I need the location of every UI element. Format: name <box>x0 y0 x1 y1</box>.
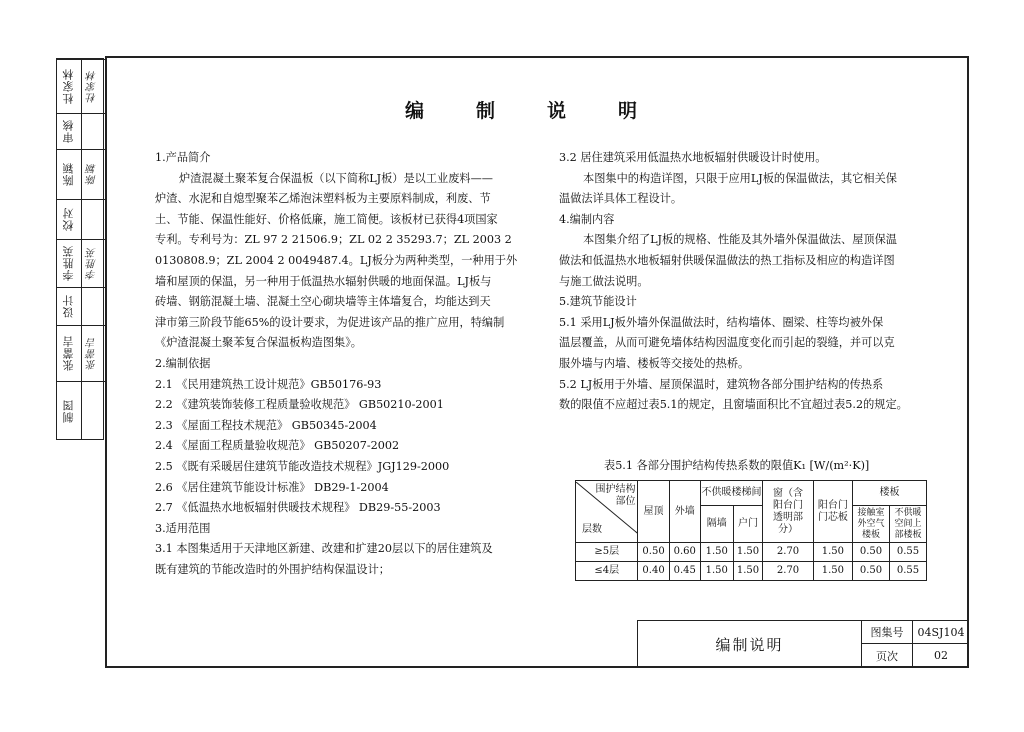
text-line: 5.1 采用LJ板外墙外保温做法时，结构墙体、圈梁、柱等均被外保 <box>559 315 884 329</box>
table-cell: 1.50 <box>733 543 763 562</box>
text-line: 专利。专利号为：ZL 97 2 21506.9；ZL 02 2 35293.7；ZL 2003 2 <box>155 233 512 247</box>
table-cell: 0.45 <box>669 562 700 581</box>
table-body <box>576 543 927 581</box>
text-line: 2.3 《屋面工程技术规范》 GB50345-2004 <box>155 418 377 432</box>
page-number: 02 <box>934 649 948 662</box>
row-label: ≤4层 <box>576 562 638 581</box>
sign-role-cell: 李胜英 <box>57 239 81 287</box>
sign-strip-roles <box>57 59 82 439</box>
header-roof: 屋顶 <box>638 481 669 543</box>
text-line: 2.4 《屋面工程质量验收规范》 GB50207-2002 <box>155 439 400 453</box>
text-line: 温层覆盖，从而可避免墙体结构因温度变化而引起的裂缝，并可以克 <box>559 336 895 350</box>
signature-cell: 李胜英 <box>81 239 105 287</box>
table-cell: 1.50 <box>813 543 852 562</box>
header-balcony-door: 阳台门 门芯板 <box>813 481 852 543</box>
text-line: 4.编制内容 <box>559 212 615 226</box>
table-row <box>576 543 927 562</box>
sign-role-cell: 杜家林 <box>57 59 81 113</box>
table-cell: 1.50 <box>813 562 852 581</box>
header-wall: 外墙 <box>669 481 700 543</box>
signature-cell: 杜家林 <box>81 59 105 113</box>
table-corner-cell <box>576 481 638 543</box>
text-line: 2.6 《居住建筑节能设计标准》 DB29-1-2004 <box>155 480 389 494</box>
sign-role-cell: 审核 <box>57 113 81 149</box>
text-line: 服外墙与内墙、楼板等交接处的热桥。 <box>559 356 750 370</box>
signature-cell: 陈颖 <box>81 149 105 199</box>
sign-role-cell: 设计 <box>57 287 81 325</box>
signature-cell <box>81 287 105 325</box>
signature-cell <box>81 199 105 239</box>
page-label: 页次 <box>862 644 913 667</box>
header-floor: 楼板 <box>852 481 926 506</box>
text-line: 做法和低温热水地板辐射供暖保温做法的热工指标及相应的构造详图 <box>559 253 895 267</box>
table-cell: 1.50 <box>700 562 733 581</box>
sign-role-cell: 制图 <box>57 381 81 441</box>
table-cell: 0.40 <box>638 562 669 581</box>
atlas-label: 图集号 <box>862 621 913 643</box>
text-line: 2.7 《低温热水地板辐射供暖技术规程》 DB29-55-2003 <box>155 501 441 515</box>
table-cell: 0.55 <box>889 562 926 581</box>
header-floor-outside: 接触室 外空气 楼板 <box>852 506 889 543</box>
table-cell: 0.50 <box>852 543 889 562</box>
header-door: 户门 <box>733 506 763 543</box>
sign-role-cell: 张蕾吉 <box>57 325 81 381</box>
page-number-row <box>862 644 969 667</box>
text-line: 5.建筑节能设计 <box>559 295 637 309</box>
header-window: 窗（含 阳台门 透明部 分） <box>763 481 814 543</box>
right-text-column <box>559 148 954 416</box>
signature-cell <box>81 113 105 149</box>
signature-cell <box>81 381 105 441</box>
text-line: 2.1 《民用建筑热工设计规范》GB50176-93 <box>155 377 382 391</box>
text-line: 与施工做法说明。 <box>559 274 649 288</box>
text-line: 3.1 本图集适用于天津地区新建、改建和扩建20层以下的居住建筑及 <box>155 542 493 556</box>
text-line: 3.2 居住建筑采用低温热水地板辐射供暖设计时使用。 <box>559 151 827 164</box>
text-line: 墙和屋顶的保温，另一种用于低温热水辐射供暖的地面保温。LJ板与 <box>155 274 492 288</box>
corner-top-label: 围护结构 部位 <box>595 483 636 507</box>
page-title: 编制说明 <box>405 100 690 122</box>
text-line: 2.2 《建筑装饰装修工程质量验收规范》 GB50210-2001 <box>155 398 444 412</box>
text-line: 2.5 《既有采暖居住建筑节能改造技术规程》JGJ129-2000 <box>155 459 450 473</box>
table-cell: 1.50 <box>700 543 733 562</box>
text-line: 炉渣、水泥和自熄型聚苯乙烯泡沫塑料板为主要原料制成，利废、节 <box>155 192 491 206</box>
header-partition: 隔墙 <box>700 506 733 543</box>
text-line: 《炉渣混凝土聚苯复合保温板构造图集》。 <box>155 336 362 350</box>
atlas-number: 04SJ104 <box>917 625 965 639</box>
text-line: 土、节能、保温性能好、价格低廉，施工简便。该板材已获得4项国家 <box>155 212 498 226</box>
text-line: 本图集中的构造详图，只限于应用LJ板的保温做法，其它相关保 <box>583 171 897 185</box>
table-cell: 1.50 <box>733 562 763 581</box>
table-cell: 0.60 <box>669 543 700 562</box>
header-floor-unheated: 不供暖 空间上 部楼板 <box>889 506 926 543</box>
text-line: 0130808.9；ZL 2004 2 0049487.4。LJ板分为两种类型，一种用于外 <box>155 253 518 267</box>
text-line: 1.产品简介 <box>155 151 211 164</box>
heat-transfer-table <box>575 480 927 581</box>
table-cell: 2.70 <box>763 543 814 562</box>
table-caption: 表5.1 各部分围护结构传热系数的限值K₁ [W/(m²·K)] <box>604 459 870 472</box>
header-unheated-stair: 不供暖楼梯间 <box>700 481 762 506</box>
table-cell: 2.70 <box>763 562 814 581</box>
corner-bottom-label: 层数 <box>582 523 602 535</box>
signature-cell: 张蕾吉 <box>81 325 105 381</box>
text-line: 砖墙、钢筋混凝土墙、混凝土空心砌块墙等主体墙复合，均能达到天 <box>155 295 491 309</box>
atlas-number-row <box>862 621 969 644</box>
left-text-column <box>155 148 535 580</box>
text-line: 温做法详具体工程设计。 <box>559 192 683 206</box>
text-line: 既有建筑的节能改造时的外围护结构保温设计； <box>155 562 390 576</box>
sign-strip <box>56 58 104 440</box>
title-block <box>637 620 968 667</box>
sign-strip-signatures <box>81 59 105 439</box>
text-line: 数的限值不应超过表5.1的规定，且窗墙面积比不宜超过表5.2的规定。 <box>559 398 908 412</box>
table-cell: 0.55 <box>889 543 926 562</box>
table-cell: 0.50 <box>852 562 889 581</box>
table-cell: 0.50 <box>638 543 669 562</box>
sign-role-cell: 校对 <box>57 199 81 239</box>
table-row <box>576 562 927 581</box>
text-line: 津市第三阶段节能65%的设计要求，为促进该产品的推广应用，特编制 <box>155 315 505 329</box>
text-line: 2.编制依据 <box>155 356 211 370</box>
sign-role-cell: 陈颖 <box>57 149 81 199</box>
text-line: 炉渣混凝土聚苯复合保温板（以下简称LJ板）是以工业废料—— <box>179 171 493 185</box>
text-line: 3.适用范围 <box>155 521 211 535</box>
text-line: 5.2 LJ板用于外墙、屋顶保温时，建筑物各部分围护结构的传热系 <box>559 377 884 391</box>
text-line: 本图集介绍了LJ板的规格、性能及其外墙外保温做法、屋顶保温 <box>583 233 897 247</box>
title-block-name: 编制说明 <box>638 621 862 668</box>
row-label: ≥5层 <box>576 543 638 562</box>
